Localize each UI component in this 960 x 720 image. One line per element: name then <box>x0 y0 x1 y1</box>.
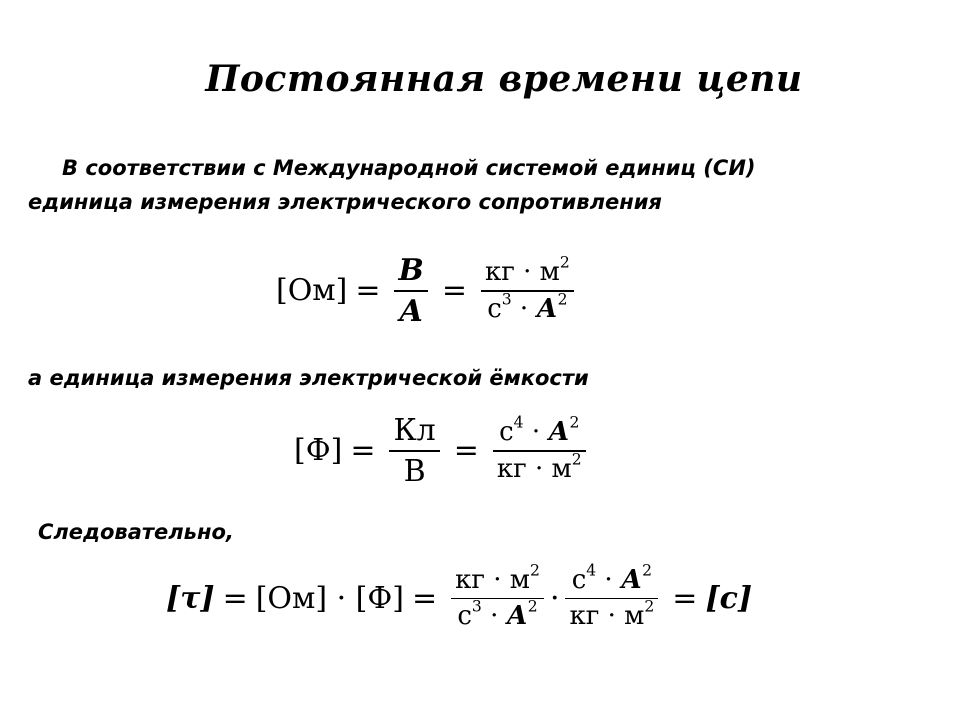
fraction-denominator: $с^3 \cdot А^2$ <box>457 597 538 632</box>
equals-sign: = <box>350 433 376 469</box>
tau-result: [с] <box>705 580 753 616</box>
equals-sign: = <box>355 273 381 309</box>
ohm-times-farad: [Ом] · [Ф] <box>255 580 404 616</box>
farad-si-fraction <box>565 561 658 632</box>
ohm-lhs: [Ом] <box>276 273 348 309</box>
fraction-numerator: $с^4 \cdot А^2$ <box>571 561 653 595</box>
intro-line-2: единица измерения электрического сопротивления <box>28 190 662 214</box>
fraction-denominator: А <box>398 293 424 329</box>
ohm-equation <box>276 254 580 328</box>
multiply-dot: · <box>549 580 560 616</box>
page-title: Постоянная времени цепи <box>205 58 803 100</box>
fraction-numerator: Кл <box>393 413 436 448</box>
equals-sign: = <box>453 433 479 469</box>
fraction-denominator: $с^3 \cdot А^2$ <box>487 290 568 324</box>
fraction-denominator: В <box>403 453 426 489</box>
tau-equation <box>166 561 753 632</box>
farad-equation <box>294 414 592 488</box>
conclusion-line: Следовательно, <box>38 520 234 544</box>
coulomb-per-volt-fraction <box>389 414 439 488</box>
capacitance-line: а единица измерения электрической ёмкости <box>28 366 589 390</box>
fraction-bar <box>389 450 439 452</box>
fraction-numerator: $с^4 \cdot А^2$ <box>499 413 580 448</box>
fraction-numerator: кг · $м^2$ <box>484 253 570 288</box>
si-units-fraction <box>493 413 586 484</box>
equals-sign: = <box>441 273 467 309</box>
volt-per-ampere-fraction <box>394 254 427 328</box>
fraction-denominator: кг · $м^2$ <box>496 450 582 484</box>
equals-sign: = <box>411 580 438 616</box>
intro-line-1: В соответствии с Международной системой единиц (СИ) <box>62 156 756 180</box>
equals-sign: = <box>222 580 248 616</box>
equals-sign: = <box>672 580 698 616</box>
si-units-fraction <box>481 253 574 324</box>
fraction-numerator: кг · $м^2$ <box>455 561 540 595</box>
fraction-numerator: В <box>398 253 424 288</box>
fraction-bar <box>394 290 427 292</box>
farad-lhs: [Ф] <box>294 433 343 469</box>
tau-lhs: [τ] <box>166 580 215 616</box>
fraction-denominator: кг · $м^2$ <box>569 597 655 632</box>
ohm-si-fraction <box>451 561 544 632</box>
